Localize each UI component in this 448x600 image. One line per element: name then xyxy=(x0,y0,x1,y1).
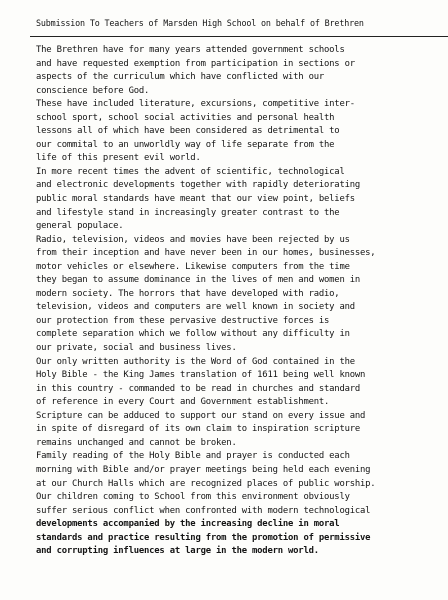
text-line: standards and practice resulting from the promotion of permissive xyxy=(36,532,371,543)
text-line: suffer serious conflict when confronted with modern technological xyxy=(36,505,371,516)
text-line: These have included literature, excursions, competitive inter- xyxy=(36,99,355,110)
document-heading: Submission To Teachers of Marsden High School on behalf of Brethren xyxy=(36,18,364,28)
text-line: motor vehicles or elsewhere. Likewise computers from the time xyxy=(36,261,350,272)
text-line: lessons all of which have been considered as detrimental to xyxy=(36,126,340,137)
text-line: and electronic developments together with rapidly deteriorating xyxy=(36,180,361,191)
text-line: aspects of the curriculum which have conflicted with our xyxy=(36,72,325,83)
text-line: they began to assume dominance in the lives of men and women in xyxy=(36,275,361,286)
text-line: our protection from these pervasive destructive forces is xyxy=(36,315,330,326)
text-line: our private, social and business lives. xyxy=(36,343,237,354)
text-line: developments accompanied by the increasing decline in moral xyxy=(36,519,340,530)
text-line: complete separation which we follow without any difficulty in xyxy=(36,329,350,340)
text-line: Radio, television, videos and movies have been rejected by us xyxy=(36,234,350,245)
text-line: Our children coming to School from this environment obviously xyxy=(36,492,350,503)
text-line: morning with Bible and/or prayer meetings being held each evening xyxy=(36,464,371,475)
text-line: and corrupting influences at large in the modern world. xyxy=(36,546,319,557)
text-line: and have requested exemption from participation in sections or xyxy=(36,58,355,69)
text-line: Holy Bible - the King James translation of 1611 being well known xyxy=(36,370,366,381)
text-line: modern society. The horrors that have developed with radio, xyxy=(36,288,340,299)
text-line: In more recent times the advent of scientific, technological xyxy=(36,166,345,177)
text-line: and lifestyle stand in increasingly greater contrast to the xyxy=(36,207,340,218)
text-line: in this country - commanded to be read in churches and standard xyxy=(36,383,361,394)
text-line: The Brethren have for many years attended government schools xyxy=(36,45,345,55)
text-line: school sport, school social activities and personal health xyxy=(36,112,335,123)
text-line: remains unchanged and cannot be broken. xyxy=(36,437,237,448)
text-line: public moral standards have meant that our view point, beliefs xyxy=(36,194,355,205)
heading-rule xyxy=(30,36,448,37)
text-line: Family reading of the Holy Bible and prayer is conducted each xyxy=(36,451,350,462)
text-line: television, videos and computers are well known in society and xyxy=(36,302,355,313)
text-line: Our only written authority is the Word of God contained in the xyxy=(36,356,355,367)
text-line: at our Church Halls which are recognized places of public worship. xyxy=(36,478,376,489)
text-line: general populace. xyxy=(36,221,124,232)
text-line: our commital to an unworldly way of life separate from the xyxy=(36,139,335,150)
text-line: Scripture can be adduced to support our stand on every issue and xyxy=(36,410,366,421)
text-line: from their inception and have never been in our homes, businesses, xyxy=(36,248,376,259)
text-line: of reference in every Court and Government establishment. xyxy=(36,397,330,408)
text-line: in spite of disregard of its own claim to inspiration scripture xyxy=(36,424,361,435)
document-body xyxy=(36,44,446,559)
text-line: life of this present evil world. xyxy=(36,153,201,164)
text-line: conscience before God. xyxy=(36,85,150,96)
